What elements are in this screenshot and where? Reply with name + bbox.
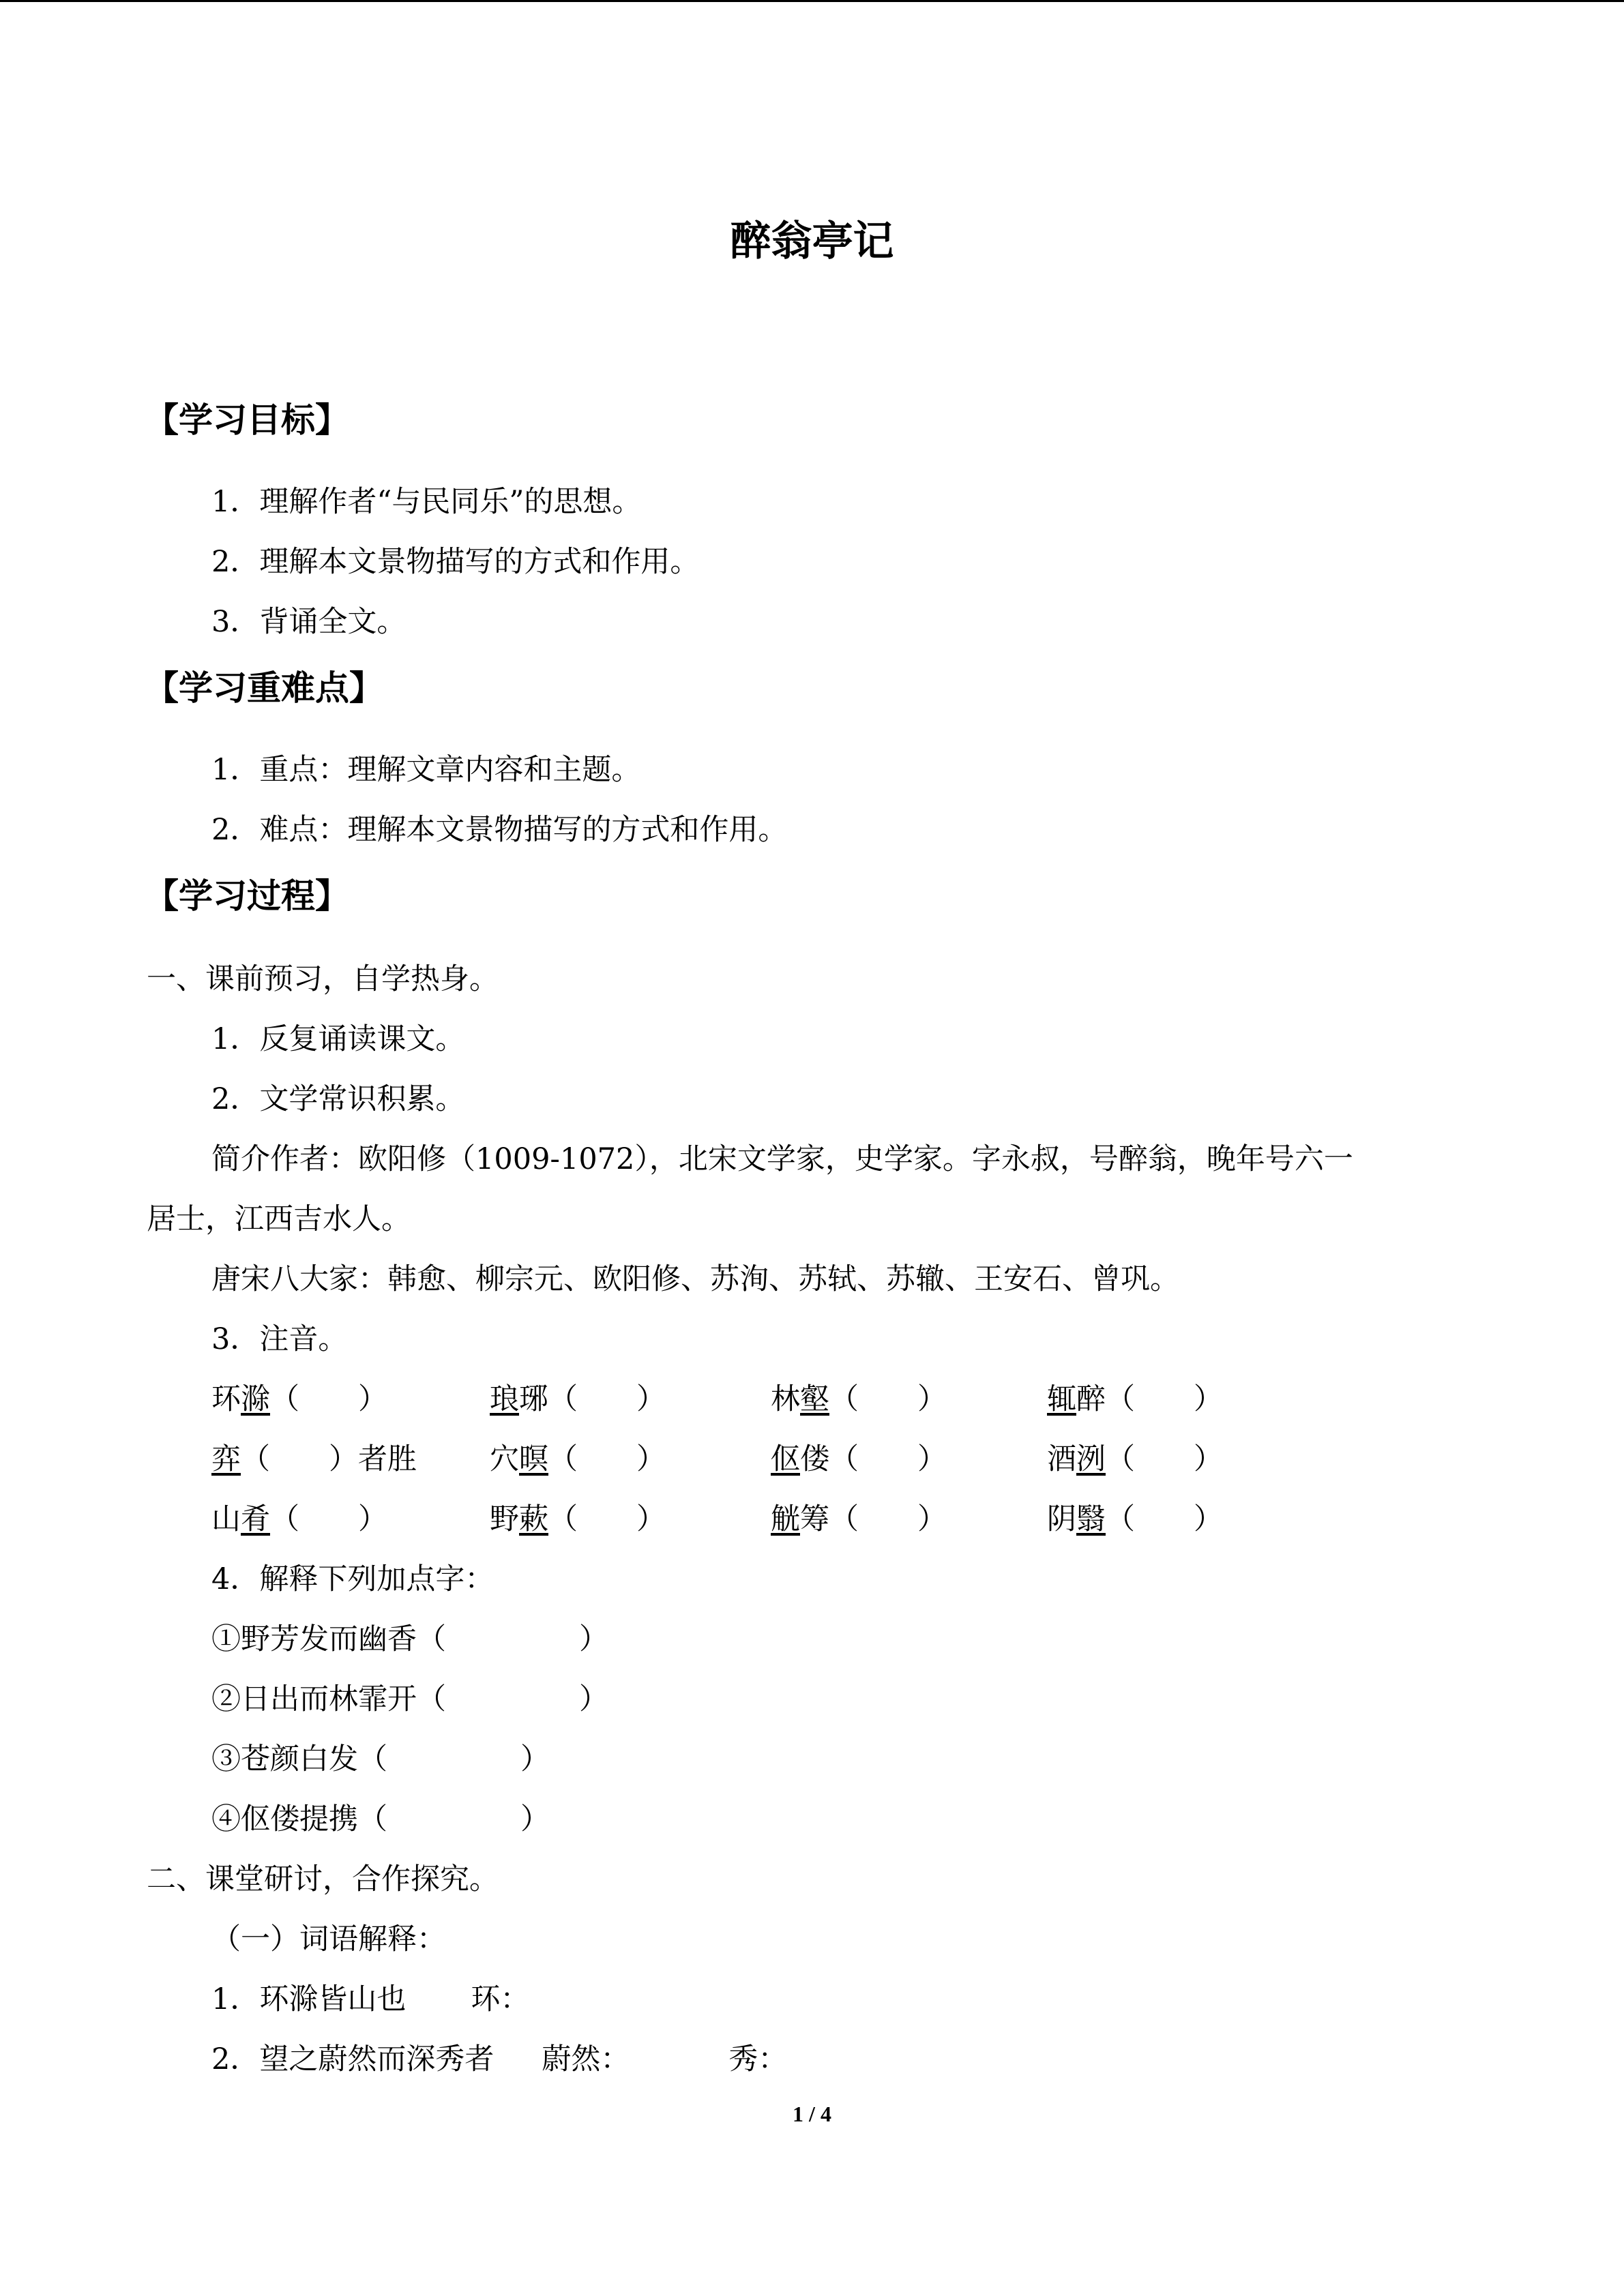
part1-item-1: 1．反复诵读课文。 [211,1022,465,1056]
part1-title: 一、课前预习，自学热身。 [147,962,499,996]
underlined-char: 蔌 [519,1502,548,1536]
underlined-char: 暝 [519,1442,548,1476]
pinyin-entry: 琅琊（ ） [490,1382,666,1416]
part1-item-2: 2．文学常识积累。 [211,1082,465,1116]
goal-item-3: 3．背诵全文。 [211,605,407,639]
pinyin-entry: 环滁（ ） [211,1382,387,1416]
pinyin-entry: 林壑（ ） [771,1382,947,1416]
keypoint-item-2: 2．难点：理解本文景物描写的方式和作用。 [211,813,788,847]
underlined-char: 弈 [211,1442,241,1476]
part1-item-3: 3．注音。 [211,1322,348,1356]
explain-item-2: ②日出而林霏开（ ） [211,1682,608,1716]
part2-subheading: （一）词语解释： [211,1922,446,1956]
top-border-line [0,0,1624,2]
pinyin-entry: 弈（ ）者胜 [211,1442,417,1476]
eight-masters-line: 唐宋八大家：韩愈、柳宗元、欧阳修、苏洵、苏轼、苏辙、王安石、曾巩。 [211,1262,1179,1296]
pinyin-entry: 穴暝（ ） [490,1442,666,1476]
underlined-char: 伛 [771,1442,800,1476]
pinyin-entry: 伛偻（ ） [771,1442,947,1476]
pinyin-entry: 山肴（ ） [211,1502,387,1536]
vocab-question-2: 2．望之蔚然而深秀者 蔚然： 秀： [211,2042,788,2076]
underlined-char: 琅 [490,1382,519,1416]
document-title: 醉翁亭记 [730,218,894,265]
author-intro-line-1: 简介作者：欧阳修（1009-1072），北宋文学家，史学家。字永叔，号醉翁，晚年号六一 [211,1142,1353,1176]
goal-item-2: 2．理解本文景物描写的方式和作用。 [211,545,700,579]
pinyin-entry: 阴翳（ ） [1047,1502,1223,1536]
part2-title: 二、课堂研讨，合作探究。 [147,1862,499,1896]
underlined-char: 翳 [1076,1502,1106,1536]
explain-item-1: ①野芳发而幽香（ ） [211,1622,608,1656]
part1-item-4: 4．解释下列加点字： [211,1562,494,1596]
pinyin-entry: 辄醉（ ） [1047,1382,1223,1416]
underlined-char: 壑 [800,1382,829,1416]
section-heading-keypoints: 【学习重难点】 [145,668,383,708]
vocab-question-1: 1．环滁皆山也 环： [211,1982,530,2016]
section-heading-goals: 【学习目标】 [145,400,349,440]
explain-item-4: ④伛偻提携（ ） [211,1802,550,1836]
section-heading-process: 【学习过程】 [145,876,349,916]
keypoint-item-1: 1．重点：理解文章内容和主题。 [211,753,641,787]
underlined-char: 洌 [1076,1442,1106,1476]
underlined-char: 滁 [241,1382,270,1416]
underlined-char: 觥 [771,1502,800,1536]
pinyin-entry: 觥筹（ ） [771,1502,947,1536]
author-intro-line-2: 居士，江西吉水人。 [147,1202,411,1236]
goal-item-1: 1．理解作者“与民同乐”的思想。 [211,485,642,519]
explain-item-3: ③苍颜白发（ ） [211,1742,550,1776]
pinyin-entry: 野蔌（ ） [490,1502,666,1536]
underlined-char: 辄 [1047,1382,1076,1416]
underlined-char: 肴 [241,1502,270,1536]
pinyin-entry: 酒洌（ ） [1047,1442,1223,1476]
page-number: 1 / 4 [793,2102,831,2126]
